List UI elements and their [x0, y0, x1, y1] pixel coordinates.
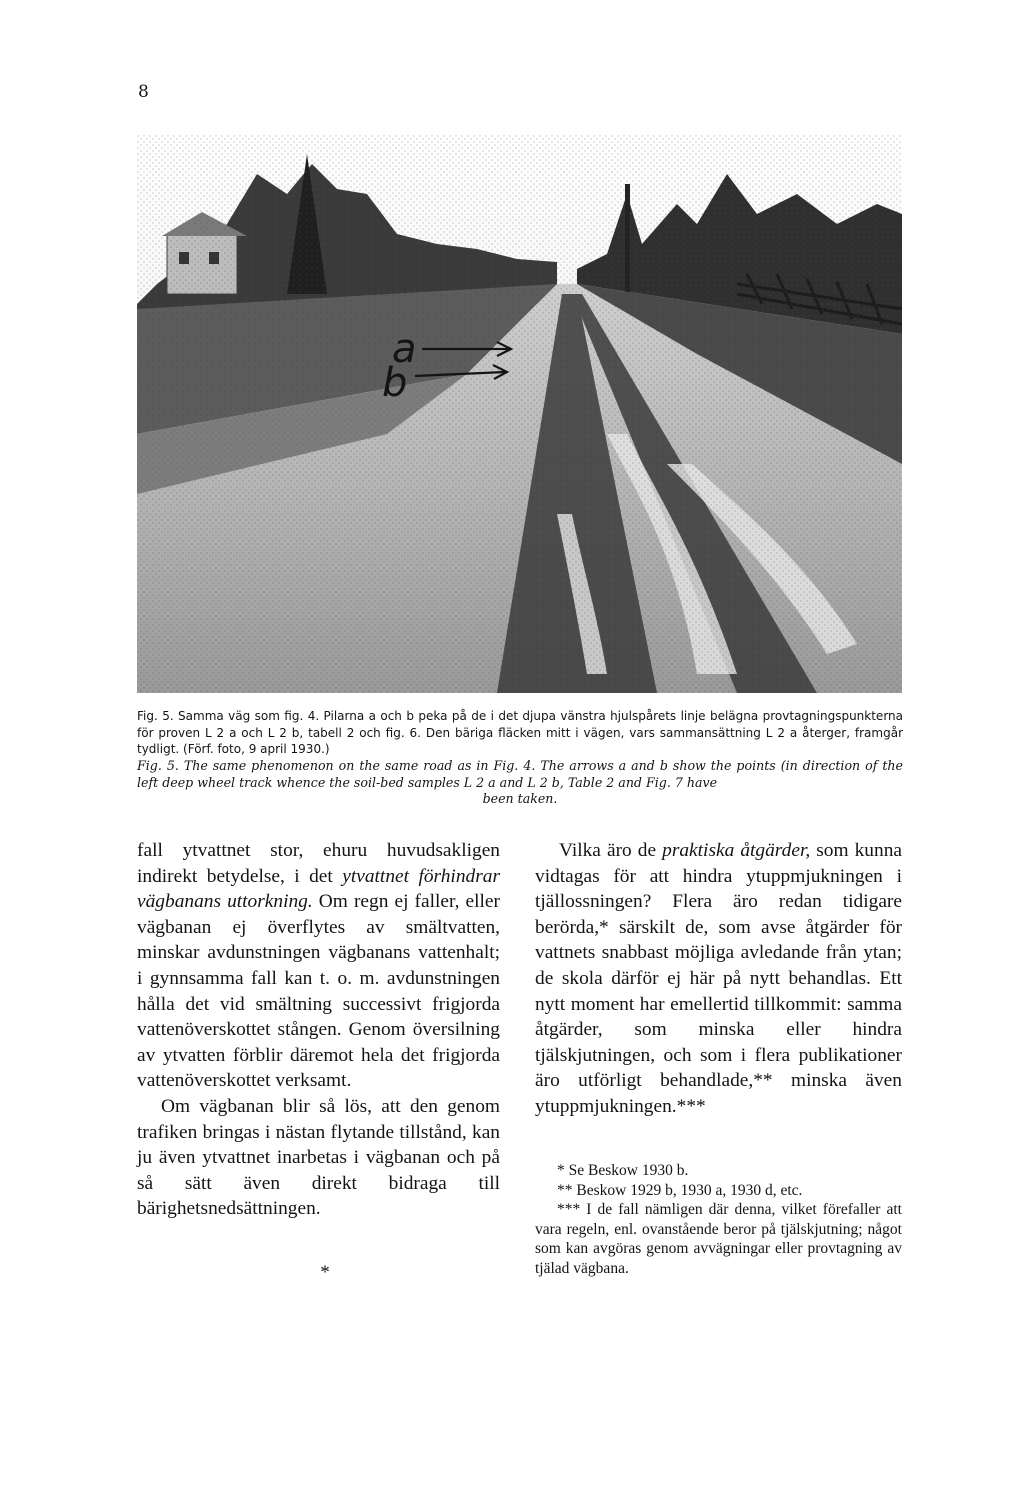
right-column [535, 838, 902, 1120]
section-separator: * [320, 1262, 330, 1283]
right-p1-emphasis: praktiska åtgärder, [662, 840, 811, 861]
right-p1-start: Vilka äro de [559, 840, 663, 861]
footnote-1: * Se Beskow 1930 b. [557, 1162, 689, 1179]
road-photo-svg [137, 134, 902, 693]
footnote-2: ** Beskow 1929 b, 1930 a, 1930 d, etc. [557, 1181, 803, 1199]
right-p1-rest: som kunna vidtagas för att hindra ytuppmjukningen i tjällossningen? Flera äro redan tidigare berörda,* särskilt de, som avse åtgärder för vattnets snabbast möjliga avledande från ytan; de skola därför ej här på nytt behandlas. Ett nytt moment har emellertid tillkommit: samma åtgärder, som minska eller hindra tjälskjutningen, och som i flera publikationer äro utförligt behandlade,** minska även ytuppmjukningen.*** [535, 840, 902, 1117]
arrow-label-b: b [382, 360, 408, 406]
footnotes [535, 1161, 902, 1278]
footnote-3: *** I de fall nämligen där denna, vilket förefaller att vara regeln, enl. ovanstående beror på tjälskjutning; något som kan avgöras genom avvägningar eller provtagning av tjälad vägbana. [535, 1201, 902, 1277]
left-p1-start: fall ytvattnet stor, ehuru huvudsakligen indirekt betydelse, i det [137, 840, 500, 887]
left-p1-rest: Om regn ej faller, eller vägbanan ej överflytes av smältvatten, minskar avdunstningen vägbanans vattenhalt; i gynnsamma fall kan t. o. m. avdunstningen hålla det vid smältning successivt frigjorda vattenöverskottet stången. Genom översilning av ytvatten förblir däremot hela det frigjorda vattenöverskottet verksamt. [137, 891, 500, 1092]
arrow-label-a: a [392, 326, 417, 372]
figure-caption-english-last: been taken. [482, 791, 558, 806]
figure-caption-english-text: Fig. 5. The same phenomenon on the same road as in Fig. 4. The arrows a and b show the points (in direction of the left deep wheel track whence the soil-bed samples L 2 a and L 2 b, Table 2 and Fig. 7 have [137, 758, 903, 790]
left-p1-emphasis: ytvattnet förhindrar vägbanans uttorkning. [137, 865, 500, 913]
figure-caption-english [137, 758, 903, 808]
left-paragraph-2: Om vägbanan blir så lös, att den genom trafiken bringas i nästan flytande tillstånd, kan ju även ytvattnet inarbetas i vägbanan och på så sätt även direkt bidraga till bärighetsnedsättningen. [137, 1095, 500, 1220]
right-paragraph-1 [535, 838, 902, 1120]
left-column [137, 838, 500, 1222]
page-number: 8 [138, 82, 149, 102]
figure-caption-swedish: Fig. 5. Samma väg som fig. 4. Pilarna a och b peka på de i det djupa vänstra hjulspårets linje belägna provtagningspunkterna för proven L 2 a och L 2 b, tabell 2 och fig. 6. Den bäriga fläcken mitt i vägen, vars sammansättning L 2 a återger, framgår tydligt. (Förf. foto, 9 april 1930.) [137, 709, 903, 756]
road-photograph [137, 134, 902, 693]
left-paragraph-1 [137, 838, 500, 1094]
